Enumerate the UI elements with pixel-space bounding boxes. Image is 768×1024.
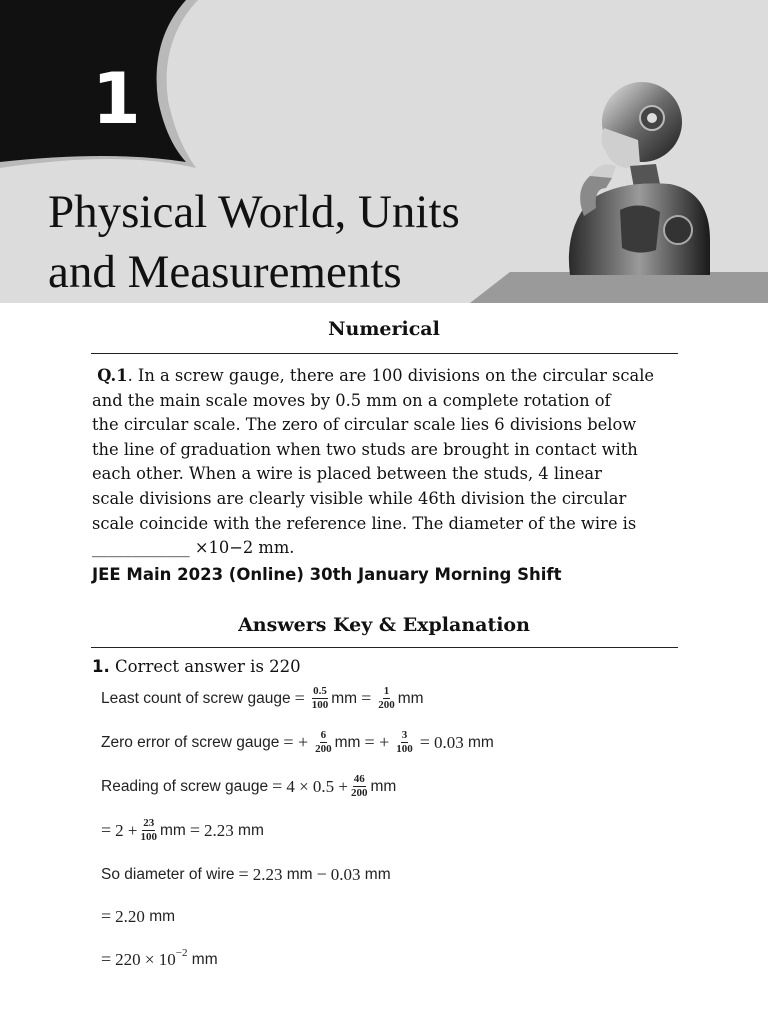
fraction: $\frac{6}{200}$ — [315, 729, 332, 755]
chapter-number: 1 — [92, 58, 141, 140]
fraction: $\frac{23}{100}$ — [140, 817, 157, 843]
chapter-title-line2: and Measurements — [48, 246, 402, 298]
chapter-title-line1: Physical World, Units — [48, 186, 460, 238]
question-line-2: and the main scale moves by 0.5 mm on a complete rotation of — [92, 390, 611, 410]
divider — [91, 647, 678, 648]
divider — [91, 353, 678, 354]
exam-source: JEE Main 2023 (Online) 30th January Morning Shift — [92, 565, 562, 584]
correct-answer: Correct answer is 220 — [109, 657, 301, 676]
question-line-1-text: . In a screw gauge, there are 100 divisions on the circular scale — [127, 366, 655, 385]
question-line — [92, 364, 682, 389]
fraction: $\frac{0.5}{100}$ — [311, 685, 329, 711]
numerical-heading: Numerical — [328, 318, 440, 340]
solution-step-3: Reading of screw gauge = 4 × 0.5 + $\frac{46}{200}$ mm — [101, 773, 397, 799]
solution-step-1: Least count of screw gauge = $\frac{0.5}{100}$ mm = $\frac{1}{200}$ mm — [101, 685, 424, 711]
step-label: Reading of screw gauge — [101, 777, 269, 795]
step-label: Zero error of screw gauge — [101, 733, 280, 751]
chapter-header — [0, 0, 768, 303]
question-text — [92, 364, 682, 561]
step-label: Least count of screw gauge — [101, 689, 291, 707]
question-line-4: the line of graduation when two studs are brought in contact with — [92, 439, 638, 459]
question-line-6: scale divisions are clearly visible while 46th division the circular — [92, 488, 627, 508]
answer-line — [92, 657, 301, 676]
question-line-5: each other. When a wire is placed between the studs, 4 linear — [92, 464, 602, 484]
answer-number: 1. — [92, 657, 110, 676]
fraction: $\frac{3}{100}$ — [396, 729, 413, 755]
question-line-3: the circular scale. The zero of circular scale lies 6 divisions below — [92, 415, 637, 435]
answers-heading: Answers Key & Explanation — [238, 614, 530, 636]
solution-step-2: Zero error of screw gauge = + $\frac{6}{200}$ mm = + $\frac{3}{100}$ = 0.03 mm — [101, 729, 494, 755]
question-line-8: ____________ ×10−2 mm. — [92, 538, 295, 558]
thinking-robot-illustration — [560, 80, 720, 275]
question-line-7: scale coincide with the reference line. The diameter of the wire is — [92, 513, 637, 533]
step-label: So diameter of wire — [101, 865, 235, 883]
question-label: Q.1 — [97, 366, 128, 385]
fraction: $\frac{1}{200}$ — [378, 685, 395, 711]
chapter-title — [48, 182, 568, 302]
solution-step-5: So diameter of wire = 2.23 mm − 0.03 mm — [101, 864, 391, 884]
solution-step-7: = 220 × 10 $^{-2}$ mm — [101, 947, 218, 969]
fraction: $\frac{46}{200}$ — [351, 773, 368, 799]
solution-step-6: = 2.20 mm — [101, 906, 176, 926]
solution-step-4: = 2 + $\frac{23}{100}$ mm = 2.23 mm — [101, 817, 264, 843]
